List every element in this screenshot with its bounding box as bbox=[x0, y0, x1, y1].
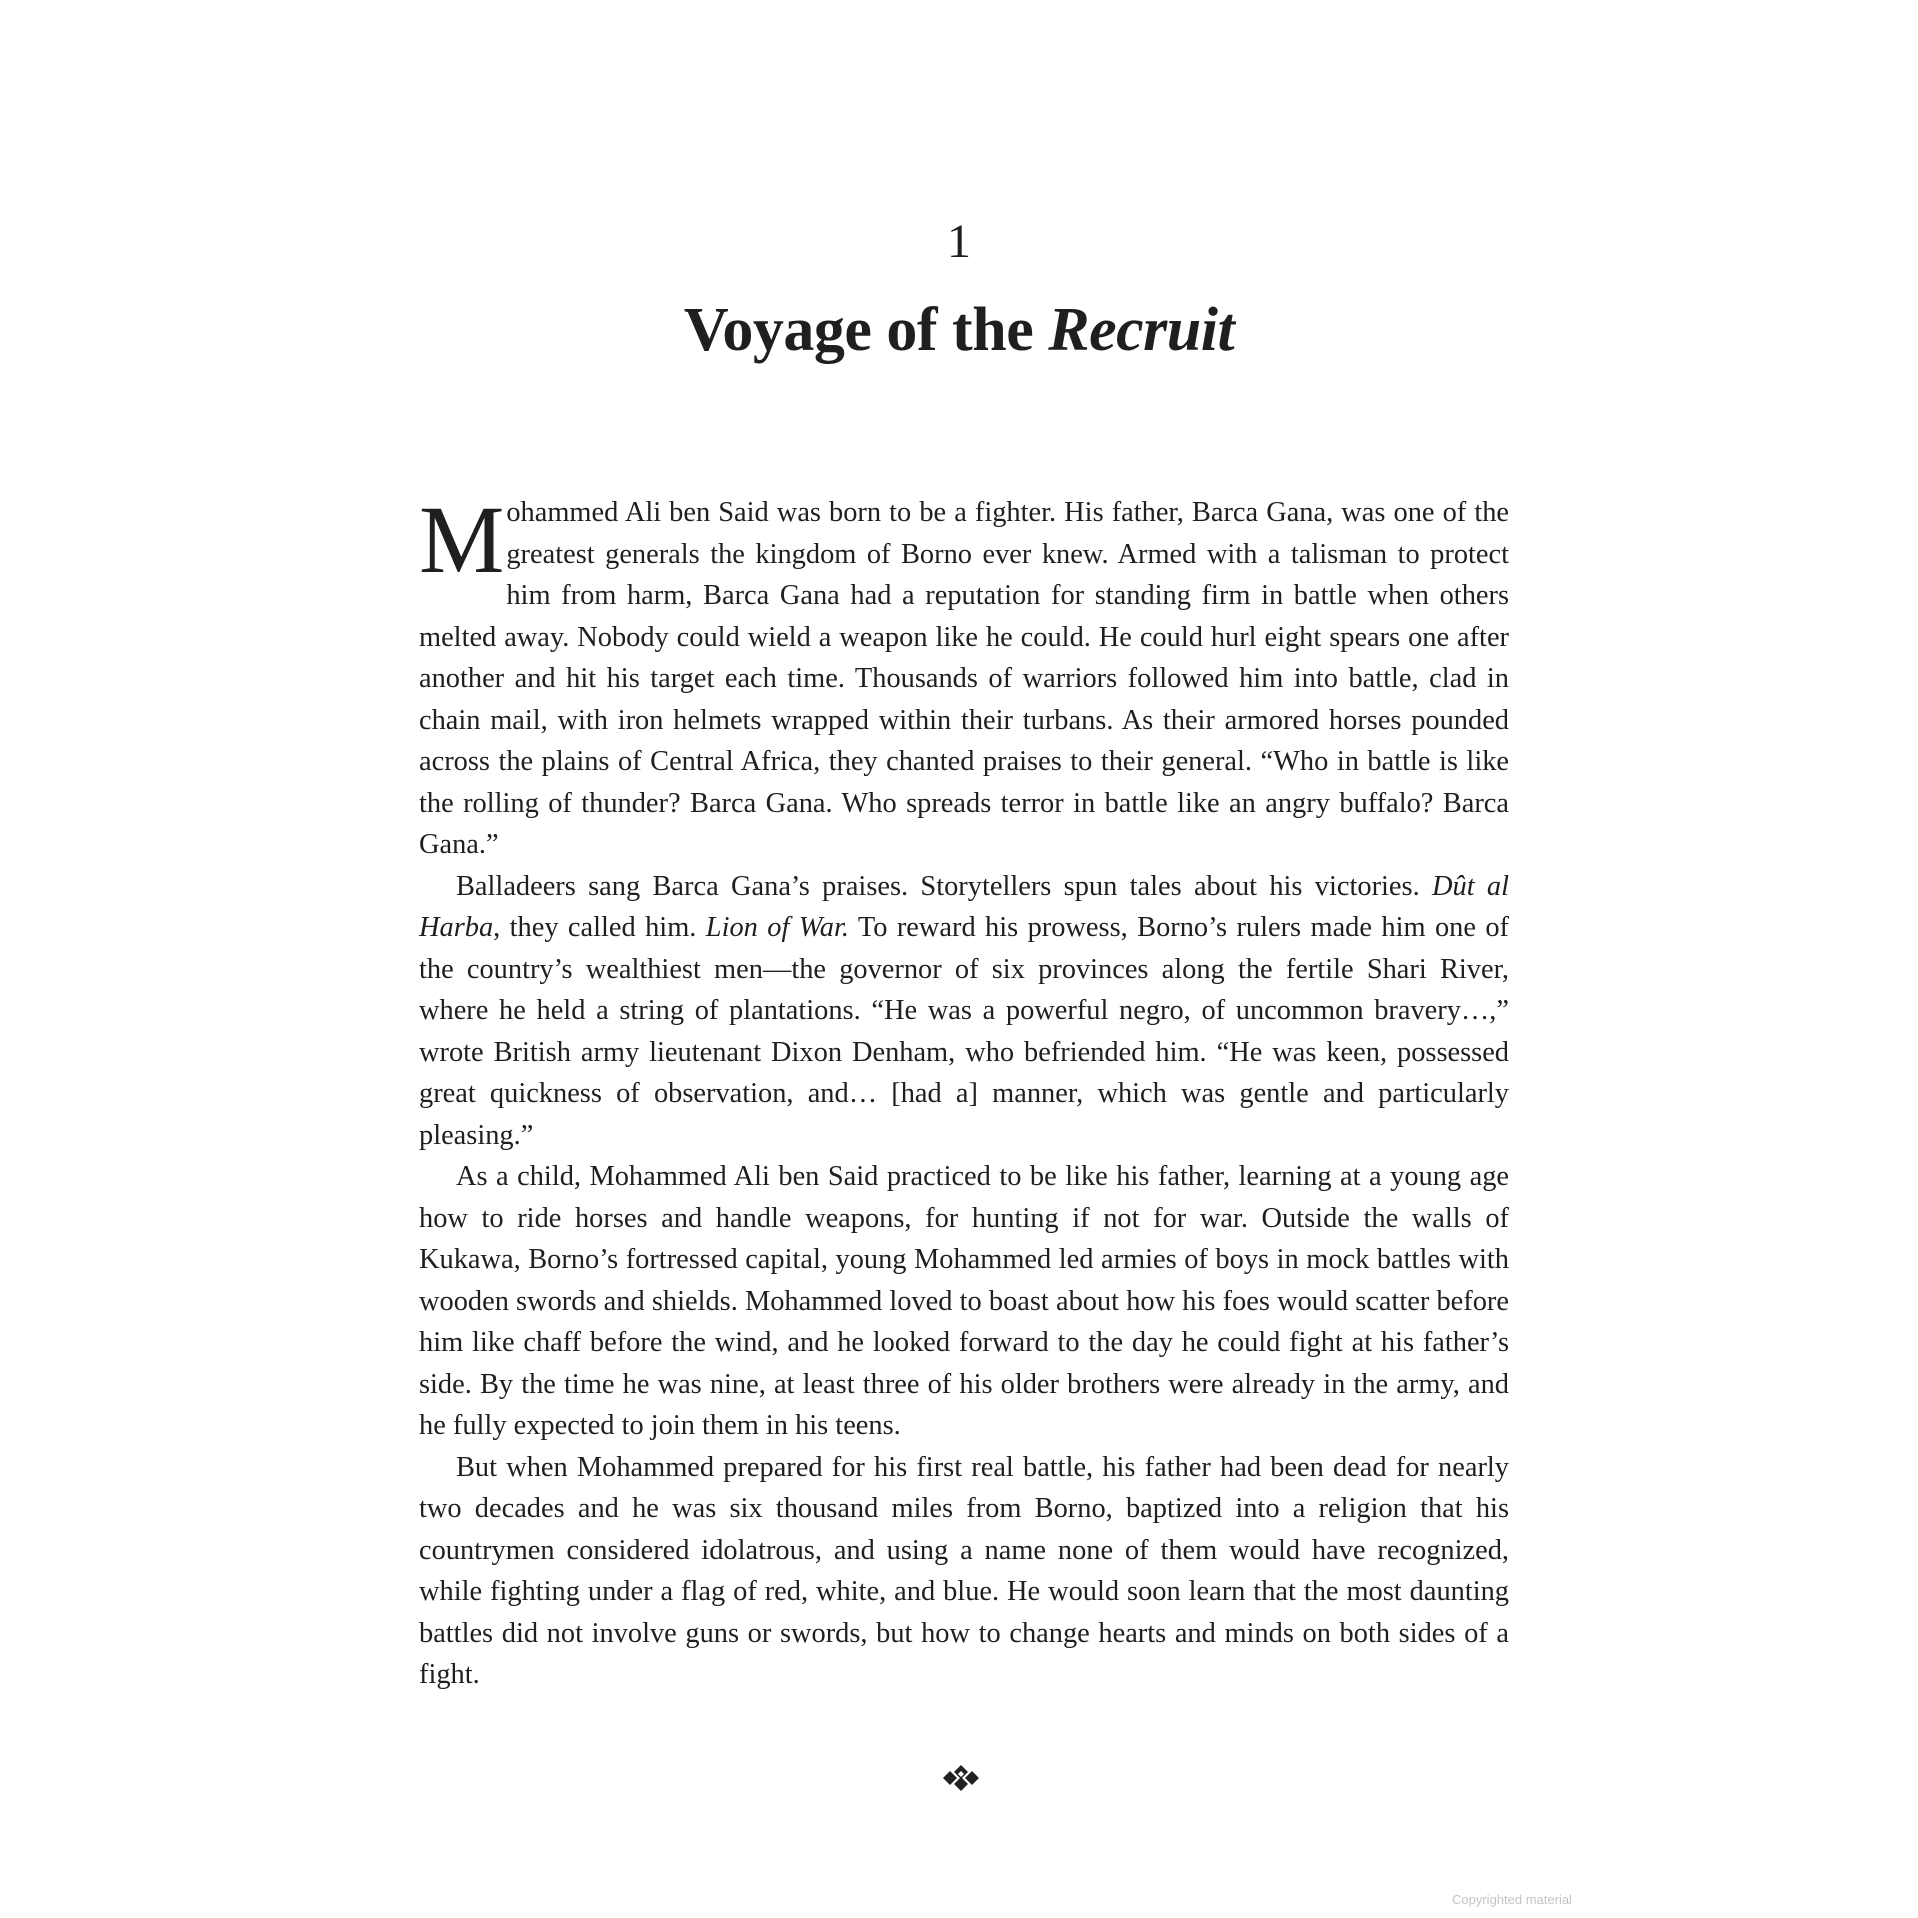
paragraph-2-text-c: , they called him. bbox=[493, 912, 706, 943]
paragraph-2 bbox=[419, 866, 1509, 1157]
paragraph-2-text-a: Balladeers sang Barca Gana’s praises. Storytellers spun tales about his victories. bbox=[456, 870, 1432, 902]
paragraph-2-italic-dut-al-harba: Dût al Harba bbox=[419, 870, 1509, 943]
paragraph-2-italic-lion-of-war: Lion of War. bbox=[705, 912, 849, 943]
chapter-title-plain: Voyage of the bbox=[683, 296, 1049, 364]
paragraph-3: As a child, Mohammed Ali ben Said practiced to be like his father, learning at a young age how to ride horses and handle weapons, for hunting if not for war. Outside the walls of Kukawa, Borno’s fortressed capital, young Mohammed led armies of boys in mock battles with wooden swords and shields. Mohammed loved to boast about how his foes would scatter before him like chaff before the wind, and he looked forward to the day he could fight at his father’s side. By the time he was nine, at least three of his older brothers were already in the army, and he fully expected to join them in his teens. bbox=[419, 1161, 1509, 1441]
paragraph-2-text-e: To reward his prowess, Borno’s rulers made him one of the country’s wealthiest men—the governor of six provinces along the fertile Shari River, where he held a string of plantations. “He was a powerful negro, of uncommon bravery…,” wrote British army lieutenant Dixon Denham, who befriended him. “He was keen, possessed great quickness of observation, and… [had a] manner, which was gentle and particularly pleasing.” bbox=[419, 912, 1509, 1151]
body-text bbox=[419, 486, 1509, 1696]
paragraph-4: But when Mohammed prepared for his first real battle, his father had been dead for nearly two decades and he was six thousand miles from Borno, baptized into a religion that his countrymen considered idolatrous, and using a name none of them would have recognized, while fighting under a flag of red, white, and blue. He would soon learn that the most daunting battles did not involve guns or swords, but how to change hearts and minds on both sides of a fight. bbox=[419, 1451, 1509, 1690]
section-break-ornament-icon bbox=[939, 1763, 983, 1793]
chapter-number: 1 bbox=[947, 215, 971, 268]
paragraph-1 bbox=[419, 486, 1509, 866]
chapter-title-italic: Recruit bbox=[1048, 296, 1235, 364]
copyright-watermark: Copyrighted material bbox=[1452, 1892, 1572, 1907]
paragraph-1-text: ohammed Ali ben Said was born to be a fighter. His father, Barca Gana, was one of the greatest generals the kingdom of Borno ever knew. Armed with a talisman to protect him from harm, Barca Gana had a reputation for standing firm in battle when others melted away. Nobody could wield a weapon like he could. He could hurl eight spears one after another and hit his target each time. Thousands of warriors followed him into battle, clad in chain mail, with iron helmets wrapped within their turbans. As their armored horses pounded across the plains of Central Africa, they chanted praises to their general. “Who in battle is like the rolling of thunder? Barca Gana. Who spreads terror in battle like an angry buffalo? Barca Gana.” bbox=[419, 497, 1509, 860]
chapter-title bbox=[0, 290, 1918, 370]
drop-cap: M bbox=[419, 486, 505, 593]
